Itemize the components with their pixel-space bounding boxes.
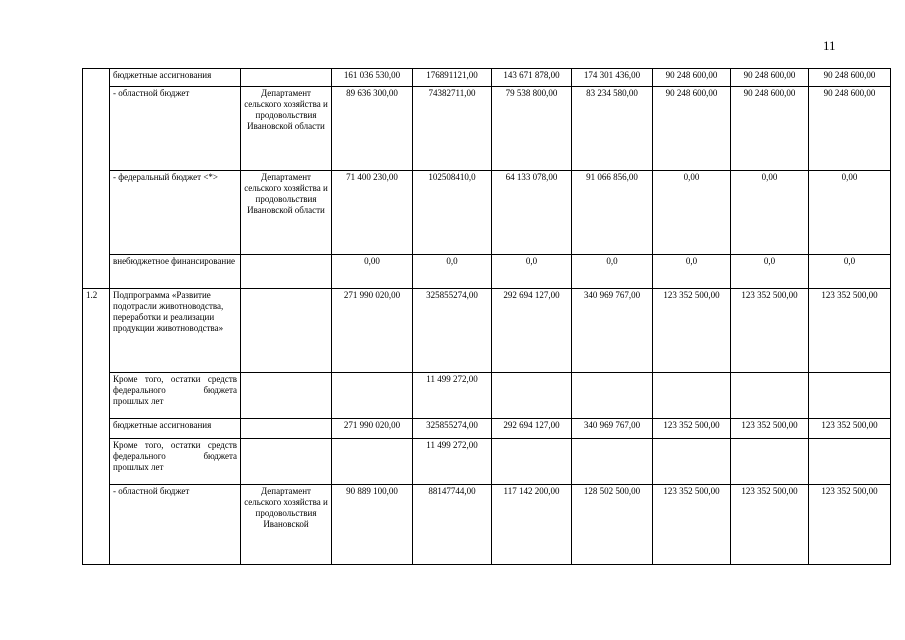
value-cell: 123 352 500,00 (731, 485, 809, 565)
row-name: Кроме того, остатки средств федерального бюджета прошлых лет (110, 373, 241, 419)
value-cell: 0,0 (809, 255, 891, 289)
value-cell: 123 352 500,00 (731, 289, 809, 373)
value-cell (332, 373, 413, 419)
value-cell: 90 889 100,00 (332, 485, 413, 565)
value-cell: 123 352 500,00 (809, 419, 891, 439)
value-cell: 143 671 878,00 (492, 69, 572, 87)
row-executor (241, 69, 332, 87)
value-cell (809, 439, 891, 485)
value-cell: 123 352 500,00 (653, 289, 731, 373)
value-cell: 0,00 (809, 171, 891, 255)
row-name: - федеральный бюджет <*> (110, 171, 241, 255)
value-cell (492, 439, 572, 485)
table-row (83, 289, 891, 373)
value-cell: 128 502 500,00 (572, 485, 653, 565)
value-cell: 89 636 300,00 (332, 87, 413, 171)
row-name: - областной бюджет (110, 485, 241, 565)
value-cell: 0,0 (731, 255, 809, 289)
value-cell: 74382711,00 (413, 87, 492, 171)
row-name: - областной бюджет (110, 87, 241, 171)
row-executor (241, 439, 332, 485)
value-cell (572, 439, 653, 485)
table-row (83, 439, 891, 485)
value-cell: 90 248 600,00 (653, 69, 731, 87)
table-row (83, 419, 891, 439)
value-cell (572, 373, 653, 419)
value-cell: 83 234 580,00 (572, 87, 653, 171)
page-number: 11 (823, 38, 836, 53)
value-cell: 292 694 127,00 (492, 289, 572, 373)
value-cell: 123 352 500,00 (653, 485, 731, 565)
table-row (83, 87, 891, 171)
value-cell: 176891121,00 (413, 69, 492, 87)
value-cell: 11 499 272,00 (413, 373, 492, 419)
row-name: Кроме того, остатки средств федерального бюджета прошлых лет (110, 439, 241, 485)
value-cell: 0,0 (572, 255, 653, 289)
value-cell: 0,0 (653, 255, 731, 289)
value-cell: 123 352 500,00 (731, 419, 809, 439)
row-executor (241, 419, 332, 439)
table-row (83, 373, 891, 419)
value-cell: 0,00 (332, 255, 413, 289)
value-cell: 0,0 (492, 255, 572, 289)
row-name: внебюджетное финансирование (110, 255, 241, 289)
value-cell (731, 373, 809, 419)
value-cell (492, 373, 572, 419)
value-cell: 271 990 020,00 (332, 419, 413, 439)
row-name: бюджетные ассигнования (110, 419, 241, 439)
value-cell: 325855274,00 (413, 289, 492, 373)
value-cell: 271 990 020,00 (332, 289, 413, 373)
value-cell (332, 439, 413, 485)
value-cell: 161 036 530,00 (332, 69, 413, 87)
value-cell: 90 248 600,00 (731, 69, 809, 87)
value-cell: 71 400 230,00 (332, 171, 413, 255)
value-cell: 102508410,0 (413, 171, 492, 255)
value-cell: 64 133 078,00 (492, 171, 572, 255)
row-executor: Департамент сельского хозяйства и продовольствия Ивановской области (241, 87, 332, 171)
value-cell (809, 373, 891, 419)
table-row (83, 171, 891, 255)
value-cell: 123 352 500,00 (809, 289, 891, 373)
table-row (83, 255, 891, 289)
row-name: Подпрограмма «Развитие подотрасли животноводства, переработки и реализации продукции животноводства» (110, 289, 241, 373)
value-cell: 325855274,00 (413, 419, 492, 439)
row-executor: Департамент сельского хозяйства и продовольствия Ивановской (241, 485, 332, 565)
row-code (83, 69, 110, 289)
value-cell: 0,0 (413, 255, 492, 289)
value-cell: 292 694 127,00 (492, 419, 572, 439)
value-cell (731, 439, 809, 485)
table-row (83, 69, 891, 87)
value-cell: 117 142 200,00 (492, 485, 572, 565)
row-executor (241, 289, 332, 373)
value-cell: 174 301 436,00 (572, 69, 653, 87)
value-cell: 11 499 272,00 (413, 439, 492, 485)
value-cell: 340 969 767,00 (572, 289, 653, 373)
value-cell: 123 352 500,00 (809, 485, 891, 565)
table-row (83, 485, 891, 565)
row-name: бюджетные ассигнования (110, 69, 241, 87)
value-cell: 91 066 856,00 (572, 171, 653, 255)
row-executor (241, 255, 332, 289)
row-code: 1.2 (83, 289, 110, 565)
value-cell: 79 538 800,00 (492, 87, 572, 171)
value-cell: 123 352 500,00 (653, 419, 731, 439)
value-cell: 0,00 (731, 171, 809, 255)
value-cell: 88147744,00 (413, 485, 492, 565)
budget-table (82, 68, 891, 565)
value-cell (653, 373, 731, 419)
value-cell: 90 248 600,00 (809, 87, 891, 171)
value-cell: 90 248 600,00 (809, 69, 891, 87)
row-executor: Департамент сельского хозяйства и продовольствия Ивановской области (241, 171, 332, 255)
value-cell: 0,00 (653, 171, 731, 255)
row-executor (241, 373, 332, 419)
value-cell: 340 969 767,00 (572, 419, 653, 439)
value-cell: 90 248 600,00 (653, 87, 731, 171)
value-cell: 90 248 600,00 (731, 87, 809, 171)
value-cell (653, 439, 731, 485)
